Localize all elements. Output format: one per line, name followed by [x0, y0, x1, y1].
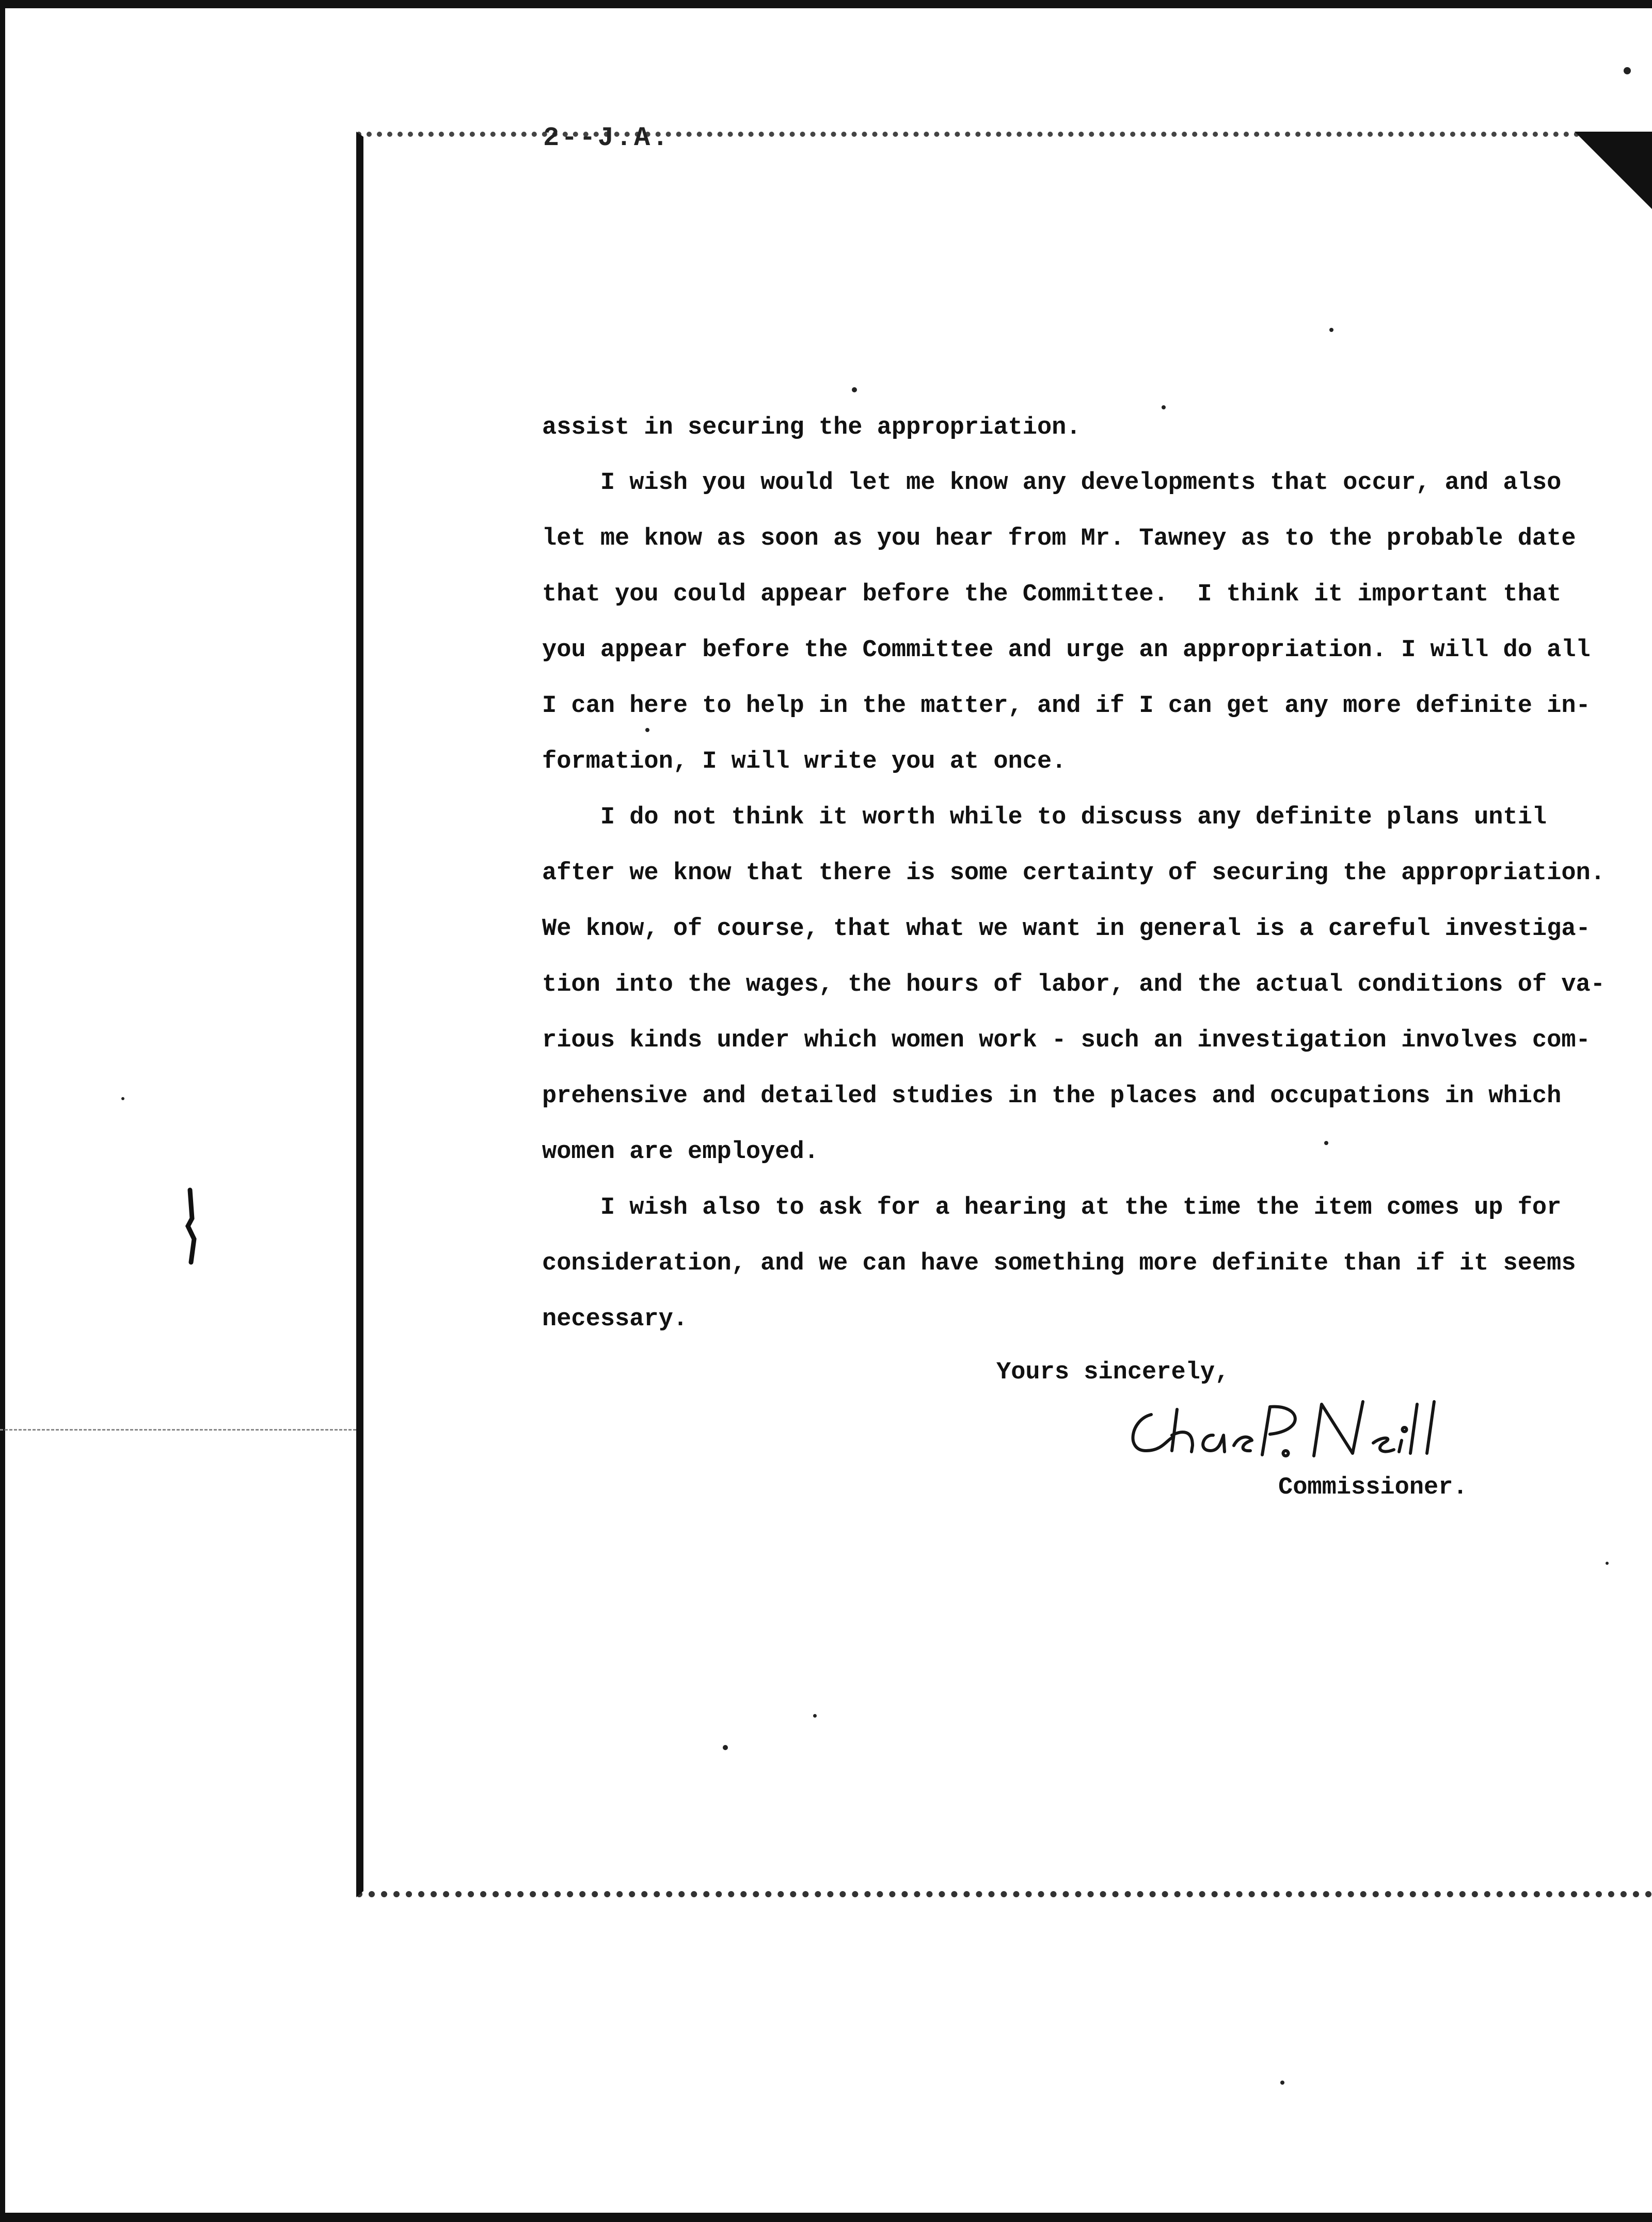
letter-line: I can here to help in the matter, and if I can get any more definite in- [542, 692, 1591, 720]
scan-speck [645, 728, 649, 732]
scan-speck [1324, 1141, 1328, 1145]
scan-edge-top [0, 0, 1652, 8]
scan-speck [1329, 328, 1333, 332]
scan-speck [813, 1714, 817, 1718]
letter-line: I wish also to ask for a hearing at the time the item comes up for [542, 1194, 1562, 1221]
margin-mark [181, 1187, 201, 1265]
letter-line: rious kinds under which women work - such an investigation involves com- [542, 1027, 1591, 1054]
letter-line: I wish you would let me know any developments that occur, and also [542, 469, 1562, 497]
scan-speck [121, 1097, 124, 1100]
scan-speck [1162, 405, 1166, 409]
scan-edge-left [0, 0, 5, 2222]
scan-speck [852, 387, 857, 392]
scan-speck [723, 1745, 728, 1750]
letter-line: tion into the wages, the hours of labor, and the actual conditions of va- [542, 971, 1605, 998]
letter-line: assist in securing the appropriation. [542, 414, 1081, 441]
letter-line: We know, of course, that what we want in general is a careful investiga- [542, 915, 1591, 943]
folded-corner [1575, 132, 1652, 209]
letter-sheet [356, 132, 1652, 1897]
scan-speck [1624, 67, 1631, 74]
letter-line: prehensive and detailed studies in the places and occupations in which [542, 1083, 1562, 1110]
handwritten-signature [1115, 1394, 1456, 1471]
letter-line: that you could appear before the Committee. I think it important that [542, 581, 1562, 608]
letter-line: formation, I will write you at once. [542, 748, 1067, 775]
signatory-title: Commissioner. [1278, 1474, 1468, 1501]
letter-line: let me know as soon as you hear from Mr. Tawney as to the probable date [542, 525, 1576, 552]
page-header-mark: 2--J.A. [543, 123, 671, 153]
letter-closing: Yours sincerely, [996, 1359, 1230, 1386]
scan-speck [1606, 1562, 1609, 1565]
scan-edge-bottom [0, 2213, 1652, 2222]
letter-line: you appear before the Committee and urge an appropriation. I will do all [542, 637, 1591, 664]
letter-line: necessary. [542, 1306, 688, 1333]
letter-line: consideration, and we can have something more definite than if it seems [542, 1250, 1576, 1277]
letter-line: women are employed. [542, 1138, 819, 1166]
fold-line [0, 1429, 356, 1431]
letter-line: I do not think it worth while to discuss any definite plans until [542, 804, 1547, 831]
scan-speck [1280, 2081, 1284, 2085]
letter-line: after we know that there is some certainty of securing the appropriation. [542, 860, 1605, 887]
